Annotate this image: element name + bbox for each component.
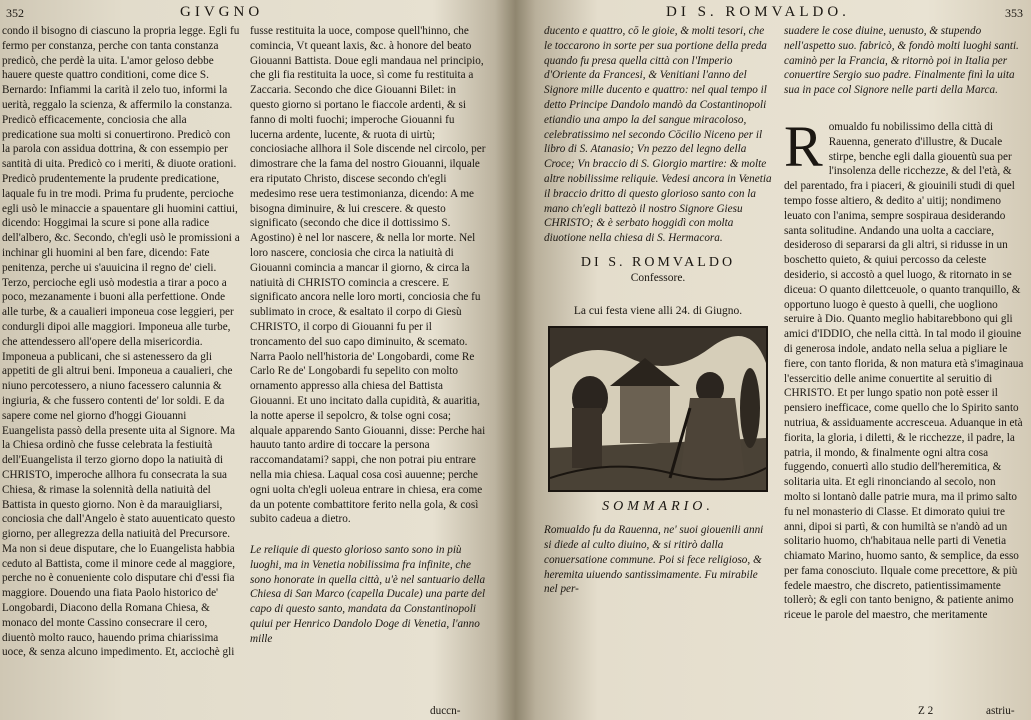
relics-continuation: ducento e quattro, cō le gioie, & molti tesori, che le toccarono in sorte per sua portione della preda quando fu presa quella città con l'Imperio d'Oriente da Francesi, & Venitiani l'anno del Signore mille ducento e quattro: nel qual tempo il detto Principe Dandolo mandò da Costantinopoli etiandio una ampo la del sangue miracoloso, celebratissimo nel secondo Cōcilio Niceno per il libro di S. Atanasio; Vn pezzo del legno della Croce; Vn braccio di S. Giorgio martire: & molte altre nobilissime reliquie. Vedesi ancora in Venetia il braccio dritto di questo glorioso santo con la mano ch'egli battezò il nostro Signore Giesu CHRISTO; & è serbato hoggidì con molta diuotione nella chiesa di S. Hermacora. (544, 25, 772, 245)
section-subheading: Confessore. (630, 271, 686, 284)
left-folio: 352 (6, 6, 24, 20)
feast-date-line: La cui festa viene alli 24. di Giugno. (573, 304, 743, 317)
signature-mark: Z 2 (918, 705, 934, 717)
life-text: omualdo fu nobilissimo della città di Rauenna, generato d'illustre, & Ducale stirpe, benche egli dalla giouentù sua per l'insolenza delle ricchezze, & del l'età, & del parentado, fra i piaceri, & giouinili studi di quel tempo fosse altiero, & dedito a' uitij; nondimeno leuato con l'anima, sempre sospiraua desiderando santa solitudine. Andando una uolta a cacciare, desideroso di separarsi da gli altri, si ridusse in un boschetto quieto, & quiui percosso da celeste desiderio, si accostò a quel luogo, & ritornato in se diceua: O quanto dilettceuole, o quanto tranquillo, & opportuno luogo è questo à quelli, che uogliono seruire à Dio. Quanto meglio habitarebbono qui gli amici d'IDDIO, che nella città. In tal modo il giouine di generosa indole, andato nella selua a pigliare le fiere, con tanto florida, & non matura età s'imaginaua l'essercitio delle anime conuertite al seruitio di CHRISTO. Et per lungo spatio non potè esser il pensiero inefficace, come quello che lo Spirito santo nutriua, & assiduamente accresceua. Aduanque in età fiorita, la gloria, i diletti, & le ricchezze, il padre, la patria, il mondo, & finalmente ogni altra cosa fuggendo, conuertì allo studio dell'heremitica, & solitaria uita. Et egli rinonciando al secolo, non molto si lontanò dalle patrie mura, ma il primo salto fu nel monasterio di Classe. Et dimorato quiui tre anni, dipoi si partì, & con humiltà se n'andò ad un solitario huomo, ch'habitaua nelle parti di Venetia chiamato Marino, huomo santo, & semplice, da esso per fama conosciuto. Ilquale come precettore, & più fedele maestro, che discreto, patientissimamente tollerò; & egli con tanto benigno, & patiente animo riceue le parole del maestro, che meritamente (784, 120, 1024, 622)
right-running-head: DI S. ROMVALDO. (666, 4, 850, 20)
left-page (0, 0, 500, 720)
right-column-2 (784, 24, 1024, 623)
sommario-title: SOMMARIO. (602, 499, 714, 515)
right-folio: 353 (1005, 6, 1023, 20)
life-paragraph (784, 113, 1024, 623)
sommario-text: Romualdo fu da Rauenna, ne' suoi giouenili anni si diede al culto diuino, & si ritirò dalla conuersatione commune. Poi si fece religioso, & heremita uiuendo santissimamente. Fu mirabile nel per- (544, 524, 764, 596)
right-page (526, 0, 1031, 720)
drop-cap: R (784, 113, 823, 179)
left-column-1-text: condo il bisogno di ciascuno la propria legge. Egli fu fermo per constanza, perche con tanta constanza predicò, che perdè la uita. L'amor geloso debbe hauere queste quattro conditioni, come dice S. Bernardo: Infiammi la carità il zelo tuo, informi la uerità, reggalo la scienza, & affermilo la constanza. Predicò efficacemente, conciosia che alla predicatione sua molti si conuertirono. Predicò con la parola con assidua dottrina, & con essempio per santità di uita. Predicò co i meriti, & diuote orationi. Predicò prudentemente la prudente predicatione, laquale fu in tre modi. Prima fu prudente, percioche egli usò le minaccie a spauentare gli huomini cattiui, dicendo: Hoggimai la scure si pone alla radice dell'albero, &c. Secondo, ch'egli usò le promissioni a inchinar gli huomini al ben fare, dicendo: Fate penitenza, perche ui s'auuicina il regno de' cieli. Terzo, percioche egli usò modestia a tirar a poco a poco, mezanamente i buoni alla perfettione. Onde alle turbe, & a caualieri imponeua cose leggieri, per condurgli dipoi alle maggiori. Imponeua alle turbe, che attendessero all'opere della misericordia. Imponeua a publicani, che si astenessero da gli appetiti de gli altrui beni. Imponeua a caualieri, che niuno percotessero, a niuno facessero calunnia & ingiuria, & che fussero contenti de' lor soldi. E da sapere come nel giorno d'hoggi Giouanni Euangelista passò della presente uita al Signore. Ma la Chiesa ordinò che fusse celebrata la festiuità dell'Euangelista il terzo giorno dopo la natiuità di CHRISTO, imperoche allhora fu consecrata la sua Chiesa, & rimase la solennità della natiuità del Battista in questo giorno. Non è da marauigliarsi, conciosia che dall'Angelo è stato auuenticato questo giorno, per allegrezza della natiuità del Precursore. Ma non si deue disputare, che lo Euangelista habbia ceduto al Battista, come il minore cede al maggiore, perche no è conueniente colo disputare chi d'essi fia maggiore. Douendo una fiata Paolo historico de' Longobardi, Diacono della Romana Chiesa, & monaco del monte Cassino consecrare il cero, diuentò molto rauco, hauendo prima chiarissima uoce, & senza alcuno impedimento. Et, acciochè gli (2, 25, 240, 659)
left-running-head: GIVGNO (180, 4, 264, 20)
section-heading: DI S. ROMVALDO (580, 254, 736, 270)
woodcut-illustration (548, 326, 768, 492)
left-column-2 (250, 24, 486, 647)
right-catchword: astriu- (986, 705, 1015, 717)
woodcut-image (550, 328, 766, 490)
sommario-continuation: suadere le cose diuine, uenusto, & stupendo nell'aspetto suo. fabricò, & fondò molti luoghi santi. caminò per la Francia, & ritornò poi in Italia per conuertire Sergio suo padre. Finalmente finì la uita sua in pace col Signore nelle parti della Marca. (784, 25, 1019, 97)
right-column-1 (544, 24, 772, 597)
relics-paragraph: Le reliquie di questo glorioso santo sono in più luoghi, ma in Venetia nobilissima fra infinite, che sono honorate in quella città, u'è nel santuario della Chiesa di San Marco (capella Ducale) una parte del capo di questo santo, mandata da Constantinopoli quiui per Henrico Dandolo Doge di Venetia, l'anno mille (250, 544, 486, 645)
left-column-1 (2, 24, 240, 660)
left-column-2-text: fusse restituita la uoce, compose quell'hinno, che comincia, Vt queant laxis, &c. à honore del beato Giouanni Battista. Doue egli mandaua nel principio, che gli fia restituita la uoce, sì come fu restituita a Zaccaria. Secondo che dice Giouanni Bilet: in questo giorno si portano le fiaccole ardenti, & si fanno di molti fuochi; imperoche Giouanni fu lucerna ardente, lucente, & ruota di uirtù; conciosiache allhora il Sole discende nel circolo, per dimostrare che la fama del nostro Giouanni, ilquale era riputato Christo, discese secondo ch'egli medesimo rese uera testimonianza, dicendo: A me bisogna diminuire, & lui crescere. & questo significato (secondo che dice il dottissimo S. Agostino) è nel lor nascere, & nella lor morte. Nel loro nascere, conciosia che circa la natiuità di Giouanni comincia a mancar il giorno, & circa la natiuità di CHRISTO comincia a crescere. E significato ancora nelle loro morti, conciosia che fu sublimato in croce, & esaltato il corpo di Giesù CHRISTO, il corpo di Giouanni fu per il troncamento del suo capo diminuito, & scemato. Narra Paolo nell'historia de' Longobardi, come Re Carlo Re de' Longobardi fu sepelito con molto ornamento appresso alla chiesa del Battista Giouanni. Et uno incitato dalla cupidità, & auaritia, la notte aperse il sepolcro, & tolse ogni cosa; alquale apparendo Santo Giouanni, disse: Perche hai hauuto tanto ardire di toccare la persona raccomandatami? sappi, che non potrai piu entrare nella mia chiesa. Laqual cosa così auuenne; perche ogni uolta ch'egli uoleua entrare in chiesa, era come da un potente combattitore ferito nella gola, & così subito cadeua a dietro. (250, 25, 486, 526)
left-catchword: duccn- (430, 705, 461, 717)
